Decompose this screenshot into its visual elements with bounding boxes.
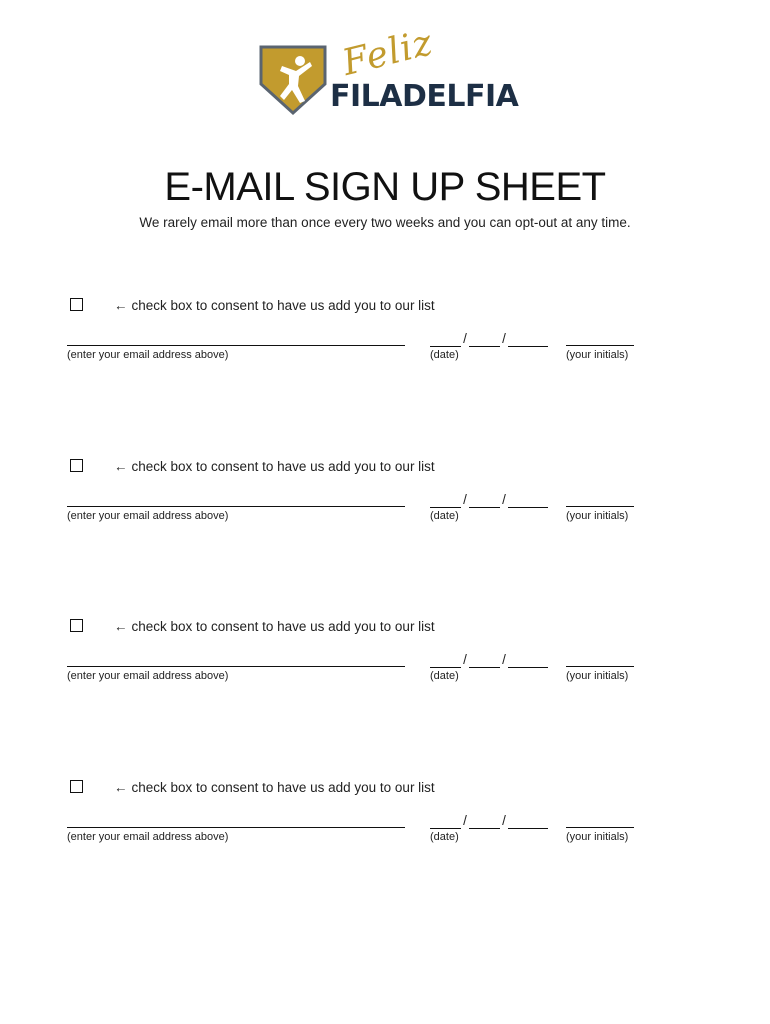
date-input[interactable]: [430, 652, 548, 668]
date-day-blank[interactable]: [469, 814, 500, 829]
date-slash: /: [502, 331, 506, 346]
email-caption: (enter your email address above): [67, 831, 229, 843]
logo-brand-word: FILADELFIA: [330, 79, 519, 114]
brand-logo: [258, 22, 519, 120]
shield-with-person-icon: [258, 44, 328, 116]
date-month-blank[interactable]: [430, 332, 461, 347]
consent-checkbox[interactable]: [70, 459, 83, 472]
email-input-line[interactable]: [67, 345, 405, 346]
consent-text: check box to consent to have us add you to our list: [131, 298, 435, 313]
initials-caption: (your initials): [566, 510, 629, 522]
consent-label: [114, 780, 435, 796]
date-year-blank[interactable]: [508, 332, 548, 347]
email-input-line[interactable]: [67, 827, 405, 828]
date-caption: (date): [430, 510, 459, 522]
consent-text: check box to consent to have us add you to our list: [131, 459, 435, 474]
signup-entry: [0, 459, 770, 549]
date-slash: /: [502, 492, 506, 507]
initials-input-line[interactable]: [566, 506, 634, 507]
initials-input-line[interactable]: [566, 666, 634, 667]
date-slash: /: [463, 331, 467, 346]
date-day-blank[interactable]: [469, 653, 500, 668]
date-month-blank[interactable]: [430, 814, 461, 829]
email-caption: (enter your email address above): [67, 510, 229, 522]
date-day-blank[interactable]: [469, 493, 500, 508]
email-caption: (enter your email address above): [67, 349, 229, 361]
date-caption: (date): [430, 670, 459, 682]
initials-caption: (your initials): [566, 831, 629, 843]
consent-text: check box to consent to have us add you to our list: [131, 780, 435, 795]
email-input-line[interactable]: [67, 506, 405, 507]
consent-label: [114, 298, 435, 314]
date-slash: /: [463, 813, 467, 828]
initials-input-line[interactable]: [566, 827, 634, 828]
consent-checkbox[interactable]: [70, 619, 83, 632]
page-subtitle: We rarely email more than once every two weeks and you can opt-out at any time.: [139, 215, 631, 230]
date-input[interactable]: [430, 492, 548, 508]
arrow-left-icon: ←: [114, 298, 128, 313]
arrow-left-icon: ←: [114, 619, 128, 634]
date-input[interactable]: [430, 813, 548, 829]
initials-caption: (your initials): [566, 349, 629, 361]
date-caption: (date): [430, 831, 459, 843]
date-day-blank[interactable]: [469, 332, 500, 347]
email-input-line[interactable]: [67, 666, 405, 667]
date-slash: /: [463, 492, 467, 507]
date-month-blank[interactable]: [430, 493, 461, 508]
date-input[interactable]: [430, 331, 548, 347]
initials-caption: (your initials): [566, 670, 629, 682]
signup-entry: [0, 619, 770, 709]
page-title: E-MAIL SIGN UP SHEET: [164, 165, 606, 209]
date-caption: (date): [430, 349, 459, 361]
signup-entry: [0, 780, 770, 870]
logo-script-word: Feliz: [338, 22, 438, 84]
date-year-blank[interactable]: [508, 653, 548, 668]
arrow-left-icon: ←: [114, 459, 128, 474]
consent-checkbox[interactable]: [70, 298, 83, 311]
signup-entry: [0, 298, 770, 388]
date-slash: /: [463, 652, 467, 667]
date-slash: /: [502, 813, 506, 828]
initials-input-line[interactable]: [566, 345, 634, 346]
arrow-left-icon: ←: [114, 780, 128, 795]
consent-label: [114, 459, 435, 475]
consent-checkbox[interactable]: [70, 780, 83, 793]
date-month-blank[interactable]: [430, 653, 461, 668]
consent-text: check box to consent to have us add you to our list: [131, 619, 435, 634]
date-slash: /: [502, 652, 506, 667]
date-year-blank[interactable]: [508, 493, 548, 508]
email-caption: (enter your email address above): [67, 670, 229, 682]
consent-label: [114, 619, 435, 635]
date-year-blank[interactable]: [508, 814, 548, 829]
